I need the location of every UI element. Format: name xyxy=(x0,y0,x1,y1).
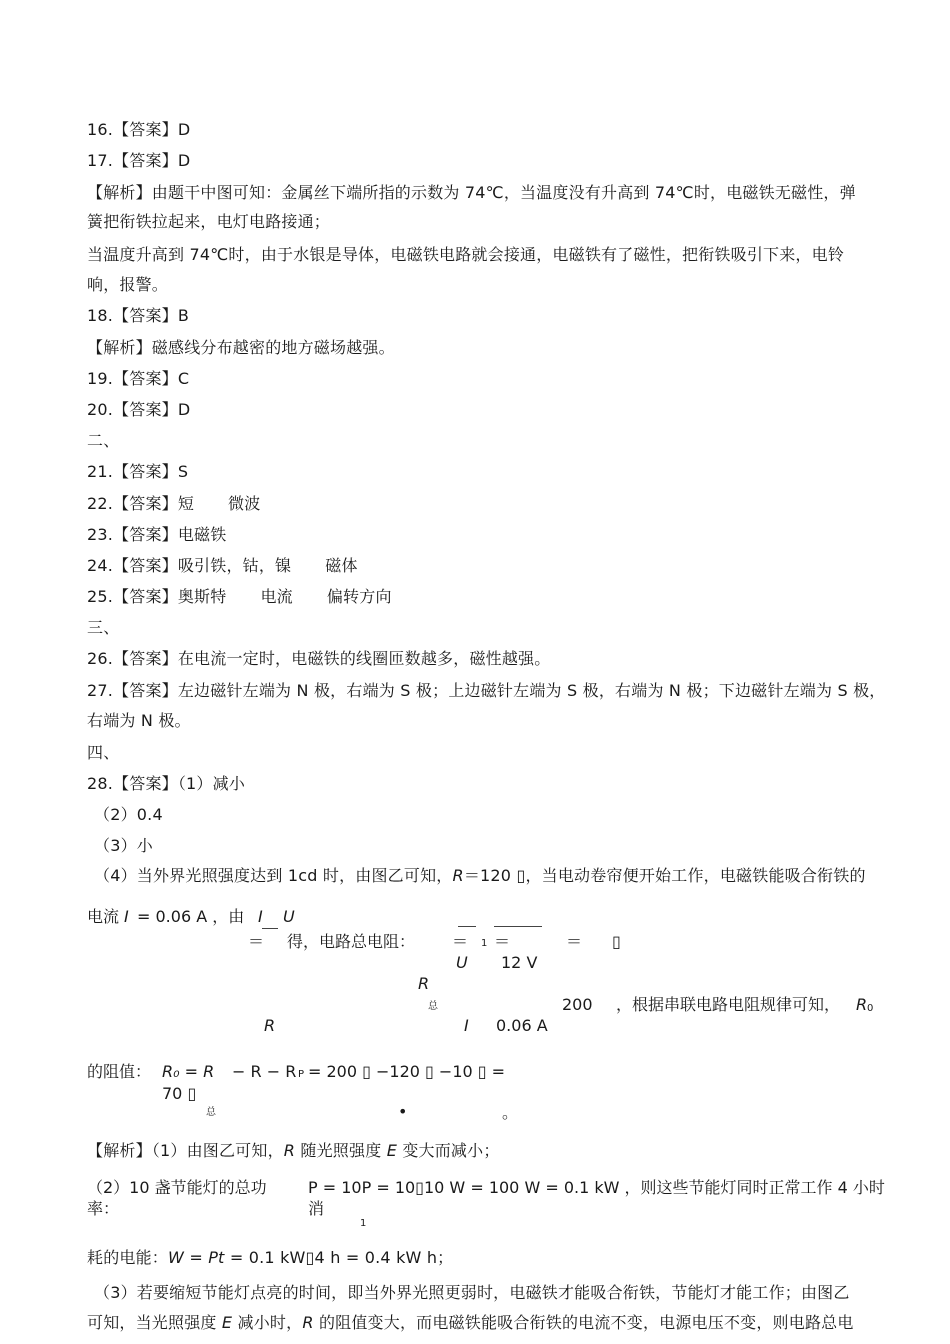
current-value: 0.06 A xyxy=(496,1016,548,1035)
analysis-28-part3-text2: 减小时， xyxy=(237,1313,303,1332)
total-resistance-value: 200 xyxy=(562,995,593,1014)
ohm-glyph: ▯ xyxy=(612,932,621,951)
current-symbol: I xyxy=(124,907,129,926)
analysis-28-text3: 变大而减小； xyxy=(402,1141,500,1160)
answer-16: 16.【答案】D xyxy=(87,120,191,139)
equals-sign: ＝ xyxy=(494,932,511,951)
section-heading-2: 二、 xyxy=(87,431,120,450)
analysis-28-part3-line1: （3）若要缩短节能灯点亮的时间，即当外界光照更弱时，电磁铁才能吸合衔铁，节能灯才能工作；由图乙 xyxy=(94,1283,850,1302)
analysis-28-text1: 【解析】（1）由图乙可知， xyxy=(87,1141,284,1160)
r0-result: 70 ▯ xyxy=(162,1084,197,1103)
ohm-law-i: I xyxy=(258,907,263,926)
answer-25-part3: 偏转方向 xyxy=(326,587,392,606)
r0-value-text: 的阻值： xyxy=(87,1062,152,1081)
analysis-17-line2: 簧把衔铁拉起来，电灯电路接通； xyxy=(87,212,331,231)
total-resistance-symbol: R xyxy=(418,974,430,993)
answer-28-part4-text2: ＝120 ▯，当电动卷帘便开始工作，电磁铁能吸合衔铁的 xyxy=(463,866,866,885)
subscript-1: 1 xyxy=(360,1218,367,1229)
answer-28-part2: （2）0.4 xyxy=(94,805,163,824)
section-heading-3: 三、 xyxy=(87,618,120,637)
equals-sign: ＝ xyxy=(566,932,583,951)
answer-27-line2: 右端为 N 极。 xyxy=(87,711,191,730)
r0-equation-middle: − R − R xyxy=(232,1062,297,1081)
ohm-law-u: U xyxy=(283,907,295,926)
series-rule-text: ，根据串联电路电阻规律可知， xyxy=(616,995,841,1014)
analysis-17-line1: 【解析】由题干中图可知：金属丝下端所指的示数为 74℃，当温度没有升高到 74℃时，电磁铁无磁性，弹 xyxy=(87,183,856,202)
section-heading-4: 四、 xyxy=(87,743,120,762)
resistance-r-symbol: R xyxy=(452,866,464,885)
total-resistance-text: 得，电路总电阻： xyxy=(287,932,416,951)
answer-19: 19.【答案】C xyxy=(87,369,190,388)
analysis-28-part1 xyxy=(87,1141,500,1161)
answer-22-part1: 22.【答案】短 xyxy=(87,494,195,513)
r-symbol: R xyxy=(283,1141,296,1160)
energy-value: = 0.1 kW▯4 h = 0.4 kW h； xyxy=(229,1248,454,1267)
analysis-28-part3-text1: 可知，当光照强度 xyxy=(87,1313,217,1332)
analysis-18: 【解析】磁感线分布越密的地方磁场越强。 xyxy=(87,338,395,357)
analysis-28-part2-formula: P = 10P = 10▯10 W = 100 W = 0.1 kW ，则这些节能灯同时正常工作 4 小时消 xyxy=(308,1178,885,1218)
answer-24 xyxy=(87,556,358,576)
subscript-total: 总 xyxy=(206,1107,216,1118)
r0-equation-rhs: = 200 ▯ −120 ▯ −10 ▯ = xyxy=(308,1062,506,1081)
analysis-17-line3: 当温度升高到 74℃时，由于水银是导体，电磁铁电路就会接通，电磁铁有了磁性，把衔铁吸引下来，电铃 xyxy=(87,245,845,264)
subscript-0: 0 xyxy=(867,1003,874,1014)
period-mark: 。 xyxy=(502,1103,519,1122)
e-symbol: E xyxy=(386,1141,398,1160)
equals-sign: ＝ xyxy=(248,932,265,951)
analysis-28-part2-label: （2）10 盏节能灯的总功率： xyxy=(87,1178,267,1218)
answer-17: 17.【答案】D xyxy=(87,151,191,170)
answer-21: 21.【答案】S xyxy=(87,462,189,481)
answer-28: 28.【答案】（1）减小 xyxy=(87,774,246,793)
answer-25-part1: 25.【答案】奥斯特 xyxy=(87,587,227,606)
analysis-17-line4: 响，报警。 xyxy=(87,275,169,294)
fraction-bar xyxy=(494,926,542,927)
current-value: = 0.06 A ，由 xyxy=(137,907,245,926)
answer-25 xyxy=(87,587,392,607)
analysis-28-text2: 随光照强度 xyxy=(300,1141,382,1160)
answer-28-part4-text1: （4）当外界光照强度达到 1cd 时，由图乙可知， xyxy=(94,866,453,885)
energy-formula: W = Pt xyxy=(168,1248,225,1267)
subscript-total: 总 xyxy=(428,1001,438,1012)
answer-18: 18.【答案】B xyxy=(87,306,190,325)
answer-20: 20.【答案】D xyxy=(87,400,191,419)
answer-22 xyxy=(87,494,260,514)
fraction-bar xyxy=(458,926,476,927)
answer-24-part1: 24.【答案】吸引铁，钴，镍 xyxy=(87,556,292,575)
energy-text: 耗的电能： xyxy=(87,1248,169,1267)
answer-24-part2: 磁体 xyxy=(325,556,358,575)
energy-line xyxy=(87,1248,453,1268)
answer-28-part4 xyxy=(94,866,866,886)
equals-sign: ＝ xyxy=(452,932,469,951)
subscript-1: 1 xyxy=(481,938,488,949)
e-symbol: E xyxy=(221,1313,233,1332)
answer-27-line1: 27.【答案】左边磁针左端为 N 极，右端为 S 极；上边磁针左端为 S 极，右端为 N 极；下边磁针左端为 S 极， xyxy=(87,681,886,700)
current-text: 电流 xyxy=(87,907,120,926)
voltage-value: 12 V xyxy=(501,953,538,972)
subscript-p: P xyxy=(298,1069,305,1080)
answer-26: 26.【答案】在电流一定时，电磁铁的线圈匝数越多，磁性越强。 xyxy=(87,649,551,668)
current-symbol: I xyxy=(464,1016,469,1035)
voltage-symbol: U xyxy=(456,953,468,972)
r0-equation-lhs: R₀ = R xyxy=(162,1062,215,1081)
r-symbol: R xyxy=(264,1016,276,1035)
analysis-28-part3-line2 xyxy=(87,1313,854,1333)
answer-22-part2: 微波 xyxy=(228,494,261,513)
analysis-28-part3-text3: 的阻值变大，而电磁铁能吸合衔铁的电流不变，电源电压不变，则电路总电 xyxy=(318,1313,854,1332)
r-symbol: R xyxy=(302,1313,314,1332)
dot-mark: • xyxy=(398,1102,408,1121)
answer-28-part3: （3）小 xyxy=(94,836,153,855)
answer-25-part2: 电流 xyxy=(260,587,293,606)
answer-23: 23.【答案】电磁铁 xyxy=(87,525,227,544)
r0-symbol: R xyxy=(856,995,868,1014)
fraction-bar xyxy=(262,928,278,929)
